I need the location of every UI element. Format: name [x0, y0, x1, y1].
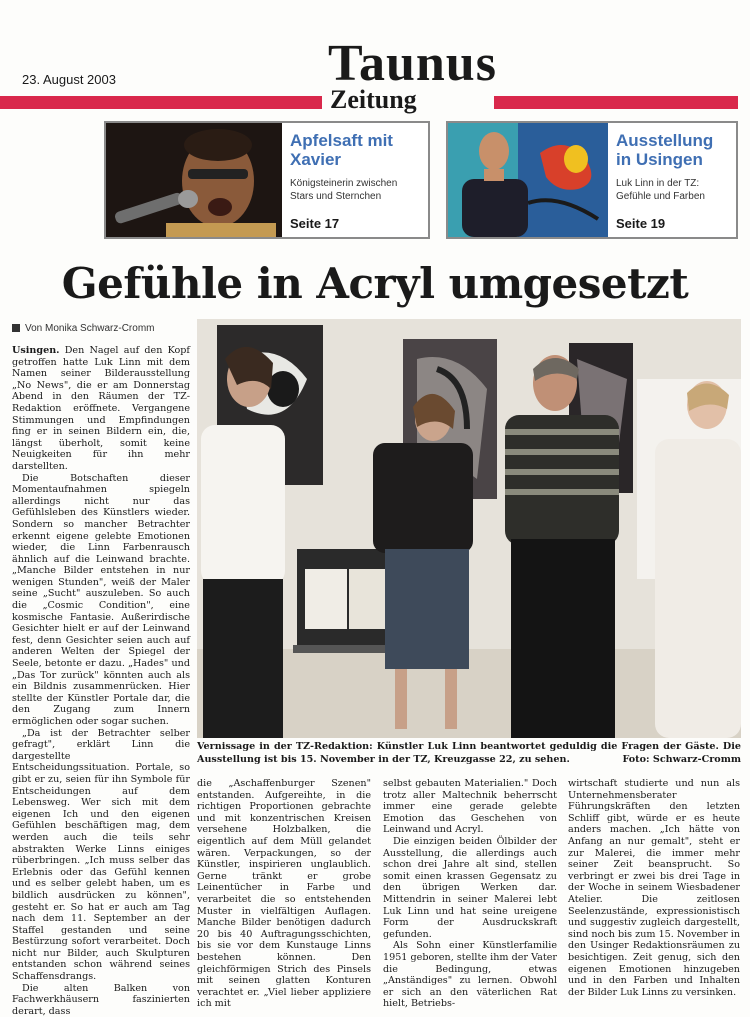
teaser-1-text	[282, 123, 428, 237]
dateline: Usingen.	[12, 345, 60, 356]
issue-date: 23. August 2003	[22, 72, 116, 87]
photo-credit: Foto: Schwarz-Cromm	[622, 753, 741, 765]
paragraph-text: Den Nagel auf den Kopf getroffen hatte Luk Linn mit dem Namen seiner Bilderausstellung „No News", die er am Donnerstag Abend in den Räumen der TZ-Redaktion eröffnete. Vergangene Stimmungen und Empfindungen fing er in seinen Bildern ein, die, längst überholt, somit keine Neuigkeiten für ihn mehr darstellten.	[12, 345, 190, 472]
photo-caption-text: Vernissage in der TZ-Redaktion: Künstler Luk Linn beantwortet geduldig die Fragen der Gäste. Die Ausstellung ist bis 15. November in der TZ, Kreuzgasse 22, zu sehen.	[197, 741, 741, 765]
paragraph: Die Botschaften dieser Momentaufnahmen spiegeln allerdings nicht nur das Gefühlsleben des Künstlers wieder. Sondern so mancher Betrachter erkennt eigene gelebte Emotionen wieder, die Linn Farbenrausch ähnlich auf die Leinwand brachte. „Manche Bilder entstehen in nur wenigen Stunden", weiß der Maler seine „Sucht" auszuleben. So auch die „Cosmic Condition", eine kosmische Fantasie. Außerirdische Gesichter hielt er auf der Leinwand fest, denn Gesichter seien auch auf anderen Welten der Spiegel der Seele, betonte er dazu. „Hades" und „Das Tor zurück" könnten auch als ein Bildnis zusammenrücken. Hier stellte der Künstler Portale dar, die den Zugang zum Innern ermöglichen oder sogar suchen.	[12, 472, 190, 727]
article-column-1	[12, 345, 190, 1017]
paragraph: Die alten Balken von Fachwerkhäusern faszinierten derart, dass	[12, 982, 190, 1017]
artist-with-painting-photo	[448, 123, 608, 237]
article-column-2	[197, 778, 371, 1010]
byline-text: Von Monika Schwarz-Cromm	[25, 323, 155, 334]
newspaper-title: Taunus	[328, 35, 497, 92]
teaser-2-headline: Ausstellung in Usingen	[616, 131, 714, 169]
paragraph: die „Aschaffenburger Szenen" entstanden. Aufgereihte, in die richtigen Proportionen gebrachte und mit konzentrischen Kreisen versehene Holzbalken, die eigentlich auf dem Müll gelandet wären. Verpackungen, so der Künstler, inspirieren unglaublich. Gerne tränkt er grobe Leinentücher in Farbe und verarbeitet die so entstehenden Muster in vielfältigen Auflagen. Manche Bilder benötigen dadurch 20 bis 40 Auftragungsschichten, bis sie vor dem Kunstauge Linns bestehen können. Den gleichförmigen Strich des Pinsels mit seinen glatten Konturen verachtet er. „Viel lieber appliziere ich mit	[197, 778, 371, 1010]
byline-square-icon	[12, 324, 20, 332]
masthead-red-bar-right	[494, 96, 738, 109]
newspaper-subtitle: Zeitung	[330, 85, 417, 114]
teaser-box-2[interactable]	[446, 121, 738, 239]
teaser-box-1[interactable]	[104, 121, 430, 239]
paragraph: wirtschaft studierte und nun als Unternehmensberater Führungskräften den letzten Schliff gibt, würde er es heute anders machen. „Ich hätte von Anfang an nur gemalt", steht er zur Malerei, die immer mehr seiner Zeit beansprucht. So verbringt er zwei bis drei Tage in der Woche in seinem Wiesbadener Atelier. Die zeitlosen Seelenzustände, expressionistisch und suggestiv zugleich dargestellt, sind noch bis zum 15. November in den Usinger Redaktionsräumen zu besichtigen. Zeit genug, sich den eigenen Emotionen hinzugeben und in den Farben und Inhalten der Bilder Luk Linns zu versinken.	[568, 778, 740, 998]
teaser-1-headline: Apfelsaft mit Xavier	[290, 131, 393, 169]
singer-with-microphone-photo	[106, 123, 282, 237]
teaser-1-page: Seite 17	[290, 216, 340, 231]
paragraph	[12, 345, 190, 473]
paragraph: selbst gebauten Materialien." Doch trotz aller Maltechnik beherrscht immer eine gerade gelebte Emotion das Geschehen von Leinwand und Acryl.	[383, 778, 557, 836]
photo-caption	[197, 741, 741, 766]
byline	[12, 323, 154, 334]
article-headline: Gefühle in Acryl umgesetzt	[61, 259, 689, 308]
teaser-2-text	[608, 123, 736, 237]
paragraph: „Da ist der Betrachter selber gefragt", erklärt Linn die dargestellte Entscheidungssituation. Portale, so gibt er zu, seien für ihn Symbole für Entscheidungen auf dem Lebensweg. Wer sich mit dem eigenen Ich und den eigenen Gefühlen beschäftigen mag, dem werden auch die teils sehr abstrakten Werke Linns einiges rüberbringen. „Ich muss selber das Erlebnis oder das Gefühl kennen und es selber gelebt haben, um es bildlich ausdrücken zu können", gesteht er. So hat er auch am Tag nach dem 11. September an der Staffel gestanden und seine Bestürzung sofort verarbeitet. Doch nicht nur Bilder, auch Skulpturen entstanden schon während seines Schaffensdrangs.	[12, 727, 190, 983]
paragraph: Als Sohn einer Künstlerfamilie 1951 geboren, stellte ihm der Vater die Bedingung, etwas „Anständiges" zu lernen. Obwohl er sich an den väterlichen Rat hielt, Betriebs-	[383, 940, 557, 1010]
vernissage-photo	[197, 319, 741, 738]
teaser-1-description: Königsteinerin zwischen Stars und Sternchen	[290, 178, 398, 202]
paragraph: Die einzigen beiden Ölbilder der Ausstellung, die allerdings auch schon drei Jahre alt sind, stellen somit einen krassen Gegensatz zu den übrigen Werken dar. Mittendrin in seiner Malerei lebt Luk Linn und hat seine ureigene Form der Ausdruckskraft gefunden.	[383, 835, 557, 940]
teaser-2-description: Luk Linn in der TZ: Gefühle und Farben	[616, 178, 705, 202]
article-column-4	[568, 778, 740, 998]
teaser-2-page: Seite 19	[616, 216, 666, 231]
article-column-3	[383, 778, 557, 1010]
masthead-red-bar-left	[0, 96, 322, 109]
